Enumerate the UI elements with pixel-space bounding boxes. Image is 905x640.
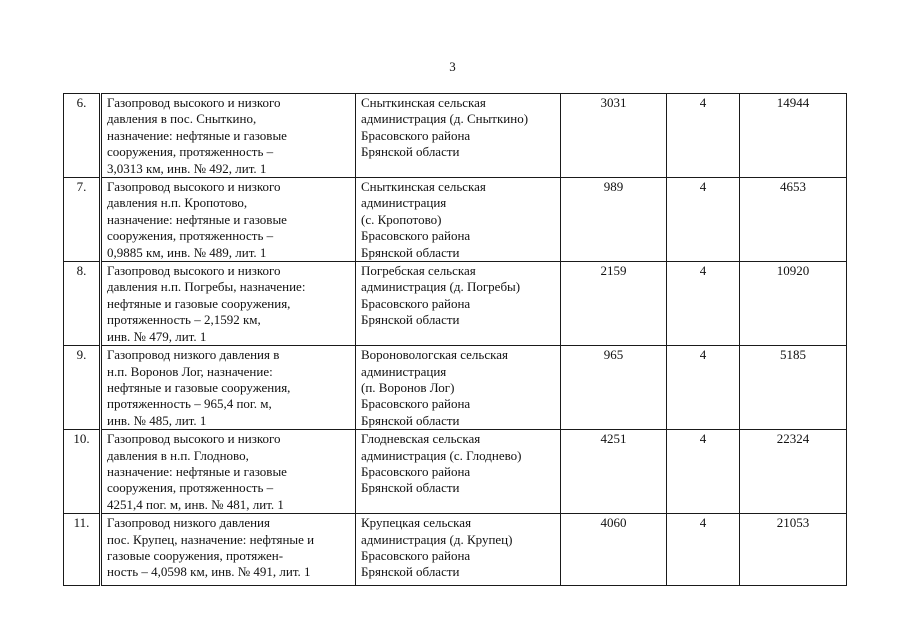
object-description: Газопровод высокого и низкого давления в н.п. Глодново, назначение: нефтяные и газовые сооружения, протяженность – 4251,4 пог. м, инв. № 481, лит. 1: [101, 430, 356, 514]
object-description: Газопровод высокого и низкого давления н.п. Погребы, назначение: нефтяные и газовые сооружения, протяженность – 2,1592 км, инв. № 479, лит. 1: [101, 262, 356, 346]
object-description: Газопровод высокого и низкого давления в пос. Сныткино, назначение: нефтяные и газовые сооружения, протяженность – 3,0313 км, инв. № 492, лит. 1: [101, 94, 356, 178]
column-6-value: 21053: [740, 514, 847, 586]
table-row: [64, 262, 847, 346]
column-6-value: 14944: [740, 94, 847, 178]
property-table: [63, 93, 847, 586]
column-5-value: 4: [667, 178, 740, 262]
length-value: 4060: [561, 514, 667, 586]
object-description: Газопровод высокого и низкого давления н.п. Кропотово, назначение: нефтяные и газовые сооружения, протяженность – 0,9885 км, инв. № 489, лит. 1: [101, 178, 356, 262]
row-number: 6.: [64, 94, 101, 178]
object-description: Газопровод низкого давления в н.п. Воронов Лог, назначение: нефтяные и газовые сооружения, протяженность – 965,4 пог. м, инв. № 485, лит. 1: [101, 346, 356, 430]
table-row: [64, 514, 847, 586]
length-value: 4251: [561, 430, 667, 514]
row-number: 8.: [64, 262, 101, 346]
table-row: [64, 94, 847, 178]
length-value: 3031: [561, 94, 667, 178]
owner-administration: Сныткинская сельская администрация (д. Сныткино) Брасовского района Брянской области: [356, 94, 561, 178]
owner-administration: Крупецкая сельская администрация (д. Крупец) Брасовского района Брянской области: [356, 514, 561, 586]
owner-administration: Глодневская сельская администрация (с. Глоднево) Брасовского района Брянской области: [356, 430, 561, 514]
owner-administration: Сныткинская сельская администрация (с. Кропотово) Брасовского района Брянской области: [356, 178, 561, 262]
column-6-value: 4653: [740, 178, 847, 262]
page-number: 3: [449, 59, 456, 74]
table-row: [64, 430, 847, 514]
table-row: [64, 178, 847, 262]
column-5-value: 4: [667, 94, 740, 178]
row-number: 11.: [64, 514, 101, 586]
column-5-value: 4: [667, 262, 740, 346]
column-5-value: 4: [667, 514, 740, 586]
column-5-value: 4: [667, 430, 740, 514]
object-description: Газопровод низкого давления пос. Крупец, назначение: нефтяные и газовые сооружения, протяжен- ность – 4,0598 км, инв. № 491, лит. 1: [101, 514, 356, 586]
column-6-value: 10920: [740, 262, 847, 346]
table-row: [64, 346, 847, 430]
column-5-value: 4: [667, 346, 740, 430]
row-number: 9.: [64, 346, 101, 430]
column-6-value: 5185: [740, 346, 847, 430]
length-value: 965: [561, 346, 667, 430]
length-value: 989: [561, 178, 667, 262]
owner-administration: Вороновологская сельская администрация (п. Воронов Лог) Брасовского района Брянской области: [356, 346, 561, 430]
owner-administration: Погребская сельская администрация (д. Погребы) Брасовского района Брянской области: [356, 262, 561, 346]
row-number: 10.: [64, 430, 101, 514]
column-6-value: 22324: [740, 430, 847, 514]
row-number: 7.: [64, 178, 101, 262]
length-value: 2159: [561, 262, 667, 346]
